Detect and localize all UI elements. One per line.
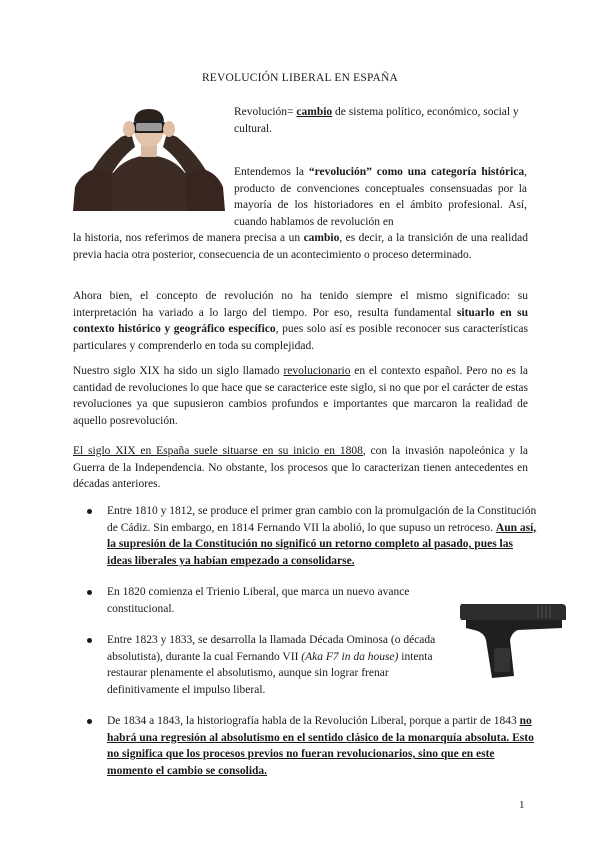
- bullet-3-text-1: Entre 1823 y 1833, se desarrolla la llamada Década Ominosa (o década absolutista), durante la cual Fernando VII: [107, 634, 436, 663]
- para2-text-2: , pues solo así es posible reconocer sus características particulares y comprenderlo en toda su complejidad.: [73, 323, 528, 352]
- para1-bold-1: “revolución” como una categoría histórica: [308, 166, 525, 178]
- para4-underline-1: El siglo XIX en España suele situarse en su inicio en 1808: [73, 445, 363, 457]
- bullet-1-text: [107, 503, 537, 569]
- para4-text-1: , con la invasión napoleónica y la Guerra de la Independencia. No obstante, los procesos que lo caracterizan tienen antecedentes en décadas anteriores.: [73, 445, 529, 490]
- para3-underline-1: revolucionario: [283, 365, 351, 377]
- para3-text-2: en el contexto español. Pero no es la cantidad de revoluciones lo que hace que se caracterice este siglo, si no que por el carácter de estas revoluciones ya que supusieron cambios profundos e importantes que marcaron la realidad de aquello posrevolución.: [73, 365, 528, 427]
- revolution-definition: [234, 104, 527, 137]
- bullet-3-italic: (Aka F7 in da house): [301, 650, 399, 663]
- para3-text-1: Nuestro siglo XIX ha sido un siglo llamado: [73, 365, 284, 377]
- para2-text-1: Ahora bien, el concepto de revolución no ha tenido siempre el mismo significado: su interpretación ha variado a lo largo del tiempo. Por eso, resulta fundamental: [73, 290, 528, 319]
- paragraph-1-bottom: [73, 230, 528, 263]
- bullet-1-text-1: Entre 1810 y 1812, se produce el primer gran cambio con la promulgación de la Constitución de Cádiz. Sin embargo, en 1814 Fernando VII la abolió, lo que supuso un retroceso.: [107, 505, 537, 534]
- bullet-3-text: [107, 632, 437, 698]
- page-number: 1: [519, 799, 525, 811]
- paragraph-2: [73, 288, 528, 354]
- para1-text-2-tail: la historia, nos referimos de manera precisa a un: [73, 232, 304, 244]
- definition-rest: de sistema político, económico, social y cultural.: [234, 106, 519, 135]
- document-title: REVOLUCIÓN LIBERAL EN ESPAÑA: [201, 72, 399, 84]
- bullet-4-text: [107, 713, 537, 779]
- bullet-3-text-2: intenta restaurar plenamente el absolutismo, aunque sin lograr frenar definitivamente el impulso liberal.: [107, 650, 433, 696]
- bullet-4-text-1: De 1834 a 1843, la historiografía habla de la Revolución Liberal, porque a partir de 1843: [107, 715, 520, 727]
- para1-text-3: , es decir, a la transición de una realidad previa hacia otra posterior, consecuencia de un acontecimiento o proceso determinado.: [73, 232, 528, 261]
- para1-bold-2: cambio: [303, 232, 340, 244]
- bullet-2-text: [107, 584, 437, 617]
- pistol-image: [458, 598, 568, 680]
- para1-text-2-head: , producto de convenciones conceptuales consensuadas por la mayoría de los historiadores en el ámbito profesional. Así, cuando hablamos de revolución en: [234, 166, 527, 228]
- para2-bold-1: situarlo en su contexto histórico y geográfico específico: [73, 306, 528, 335]
- definition-prefix: Revolución=: [234, 106, 297, 118]
- paragraph-4: [73, 443, 528, 493]
- paragraph-1-top: [234, 164, 527, 230]
- bullet-2-text-1: En 1820 comienza el Trienio Liberal, que marca un nuevo avance constitucional.: [107, 586, 410, 615]
- para1-text-1: Entendemos la: [234, 166, 309, 178]
- bullet-1-emphasis: Aun así, la supresión de la Constitución no significó un retorno completo al pasado, pues las ideas liberales ya habían empezado a consolidarse.: [107, 521, 537, 567]
- paragraph-3: [73, 363, 528, 429]
- bullet-4-emphasis: no habrá una regresión al absolutismo en el sentido clásico de la monarquía absoluta. Esto no significa que los procesos previos no fueran revolucionarios, sino que en este momento el cambio se consolida.: [107, 715, 534, 777]
- person-goggles-image: [73, 107, 225, 211]
- definition-keyword: cambio: [296, 106, 333, 118]
